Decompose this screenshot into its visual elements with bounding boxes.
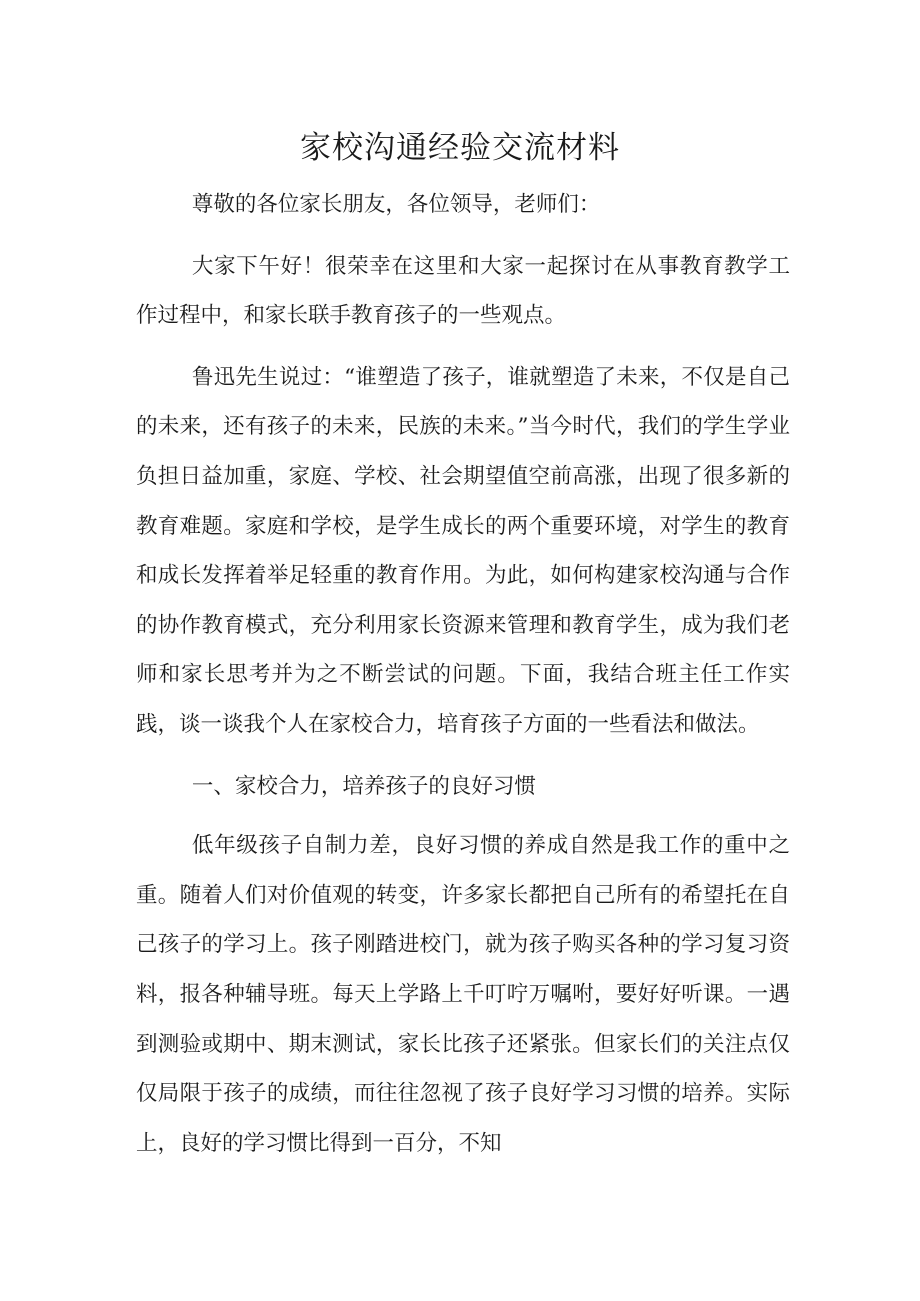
section-paragraph: 低年级孩子自制力差，良好习惯的养成自然是我工作的重中之重。随着人们对价值观的转变，许多家长都把自己所有的希望托在自己孩子的学习上。孩子刚踏进校门，就为孩子购买各种的学习复习资料，报各种辅导班。每天上学路上千叮咛万嘱咐，要好好听课。一遇到测验或期中、期末测试，家长比孩子还紧张。但家长们的关注点仅仅局限于孩子的成绩，而往往忽视了孩子良好学习习惯的培养。实际上，良好的学习惯比得到一百分，不知 xyxy=(136,833,790,1156)
document-body xyxy=(136,180,790,1180)
salutation-paragraph: 尊敬的各位家长朋友，各位领导，老师们： xyxy=(191,192,601,217)
intro-paragraph: 鲁迅先生说过：“谁塑造了孩子，谁就塑造了未来，不仅是自己的未来，还有孩子的未来，民族的未来。”当今时代，我们的学生学业负担日益加重，家庭、学校、社会期望值空前高涨，出现了很多新的教育难题。家庭和学校，是学生成长的两个重要环境，对学生的教育和成长发挥着举足轻重的教育作用。为此，如何构建家校沟通与合作的协作教育模式，充分利用家长资源来管理和教育学生，成为我们老师和家长思考并为之不断尝试的问题。下面，我结合班主任工作实践，谈一谈我个人在家校合力，培育孩子方面的一些看法和做法。 xyxy=(136,364,790,737)
document-title: 家校沟通经验交流材料 xyxy=(300,130,620,166)
greeting-paragraph: 大家下午好！很荣幸在这里和大家一起探讨在从事教育教学工作过程中，和家长联手教育孩子的一些观点。 xyxy=(136,253,790,329)
section-heading: 一、家校合力，培养孩子的良好习惯 xyxy=(191,773,536,799)
